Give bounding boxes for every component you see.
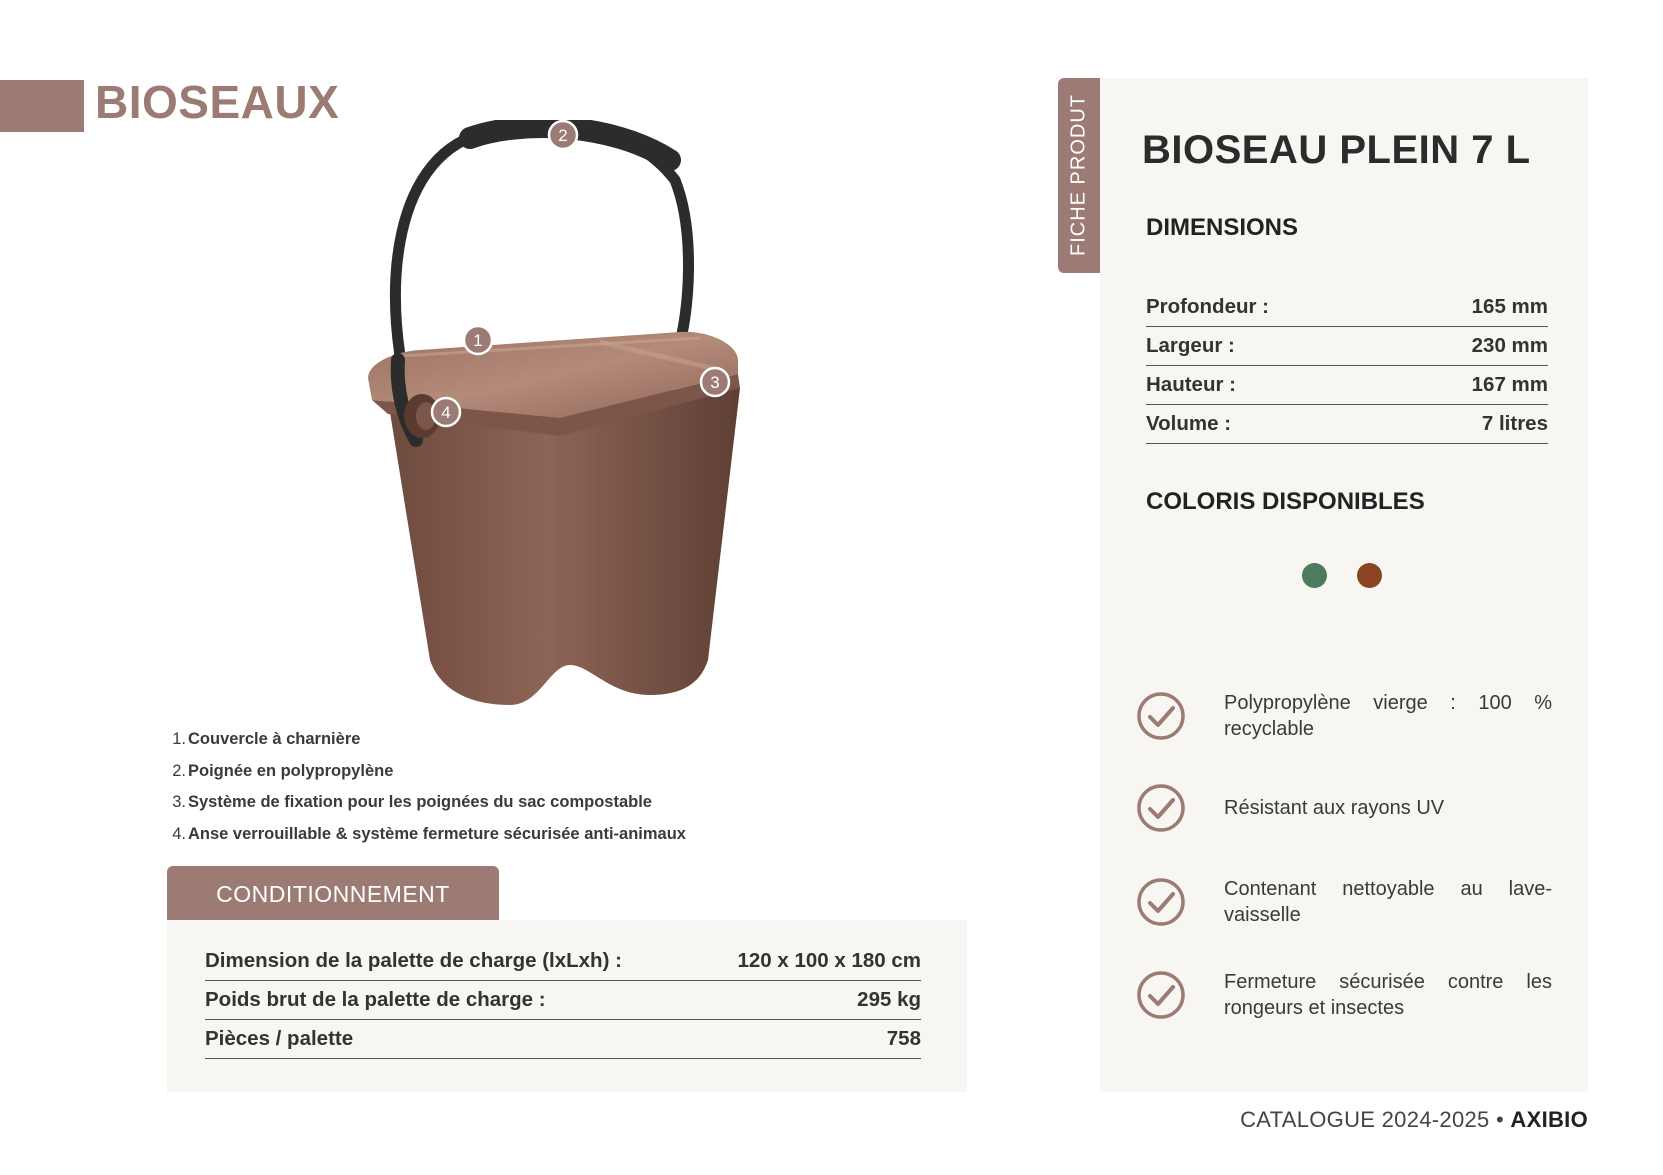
list-item: 3. Système de fixation pour les poignées du sac compostable (172, 793, 652, 811)
table-row: Poids brut de la palette de charge : 295 kg (205, 981, 921, 1020)
list-item: 4. Anse verrouillable & système fermeture sécurisée anti-animaux (172, 824, 686, 843)
color-swatches (1302, 563, 1382, 588)
benefit-item: Résistant aux rayons UV (1136, 783, 1552, 833)
fiche-produit-label: FICHE PRODUT (1067, 94, 1090, 256)
color-swatch-brown (1357, 563, 1382, 588)
table-row: Hauteur : 167 mm (1146, 366, 1548, 405)
colors-heading: COLORIS DISPONIBLES (1146, 488, 1425, 515)
dimensions-table (1146, 288, 1548, 444)
catalogue-label: CATALOGUE 2024-2025 • (1240, 1107, 1504, 1132)
product-image (360, 120, 800, 760)
table-row: Largeur : 230 mm (1146, 327, 1548, 366)
callout-2: 2 (558, 126, 568, 145)
footer (1240, 1107, 1588, 1133)
callout-3: 3 (710, 373, 720, 392)
callout-4: 4 (441, 403, 451, 422)
brand-name: AXIBIO (1510, 1107, 1588, 1132)
title-accent-bar (0, 80, 84, 132)
conditionnement-tab (167, 866, 499, 922)
color-swatch-green (1302, 563, 1327, 588)
fiche-produit-tab (1058, 78, 1100, 273)
check-circle-icon (1136, 877, 1186, 927)
table-row: Profondeur : 165 mm (1146, 288, 1548, 327)
conditionnement-title: CONDITIONNEMENT (216, 881, 450, 907)
conditionnement-box (167, 920, 967, 1092)
check-circle-icon (1136, 691, 1186, 741)
list-item: 1. Couvercle à charnière (172, 730, 361, 748)
conditionnement-table (205, 942, 921, 1059)
table-row: Pièces / palette 758 (205, 1020, 921, 1059)
page-title: BIOSEAUX (95, 76, 340, 128)
table-row: Volume : 7 litres (1146, 405, 1548, 444)
callout-1: 1 (473, 331, 483, 350)
list-item: 2. Poignée en polypropylène (172, 761, 394, 780)
check-circle-icon (1136, 970, 1186, 1020)
product-name: BIOSEAU PLEIN 7 L (1142, 128, 1531, 172)
product-sheet-panel (1100, 78, 1588, 1092)
benefit-item: Fermeture sécurisée contre les rongeurs et insectes (1136, 969, 1552, 1021)
benefit-item: Contenant nettoyable au lave-vaisselle (1136, 876, 1552, 928)
table-row: Dimension de la palette de charge (lxLxh) : 120 x 100 x 180 cm (205, 942, 921, 981)
benefit-item: Polypropylène vierge : 100 % recyclable (1136, 690, 1552, 742)
feature-list (166, 728, 766, 854)
check-circle-icon (1136, 783, 1186, 833)
dimensions-heading: DIMENSIONS (1146, 214, 1299, 241)
